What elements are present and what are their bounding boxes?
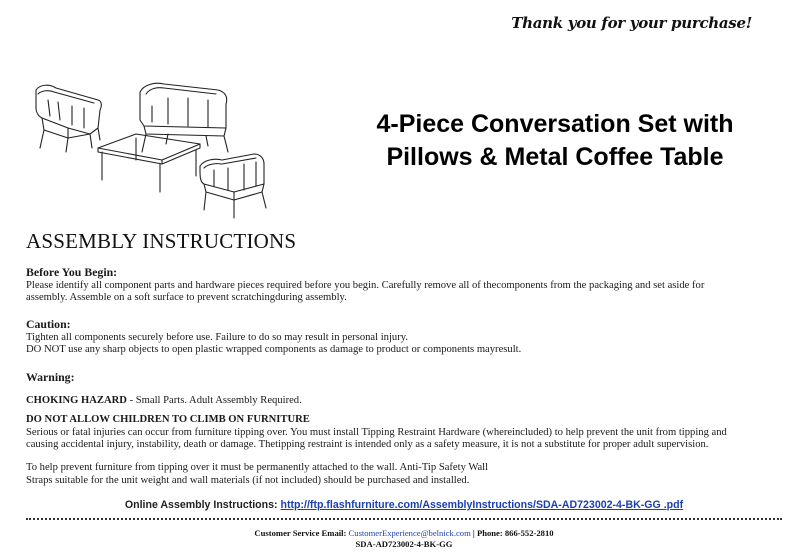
wall-anchor-section — [26, 462, 808, 487]
warning-title: Warning: — [26, 370, 75, 384]
caution-section — [26, 318, 808, 357]
sku-code: SDA-AD723002-4-BK-GG — [355, 539, 453, 549]
thank-you-note: Thank you for your purchase! — [511, 14, 752, 32]
online-instructions — [0, 499, 808, 511]
before-line-2: assembly. Assemble on a soft surface to prevent scratchingduring assembly. — [26, 292, 347, 303]
customer-service-phone: | Phone: 866-552-2810 — [470, 528, 554, 538]
caution-line-1: Tighten all components securely before use. Failure to do so may result in personal injury. — [26, 331, 408, 343]
choking-hazard-text: - Small Parts. Adult Assembly Required. — [126, 395, 302, 406]
assembly-instructions-heading: ASSEMBLY INSTRUCTIONS — [26, 229, 297, 253]
footer — [0, 528, 808, 550]
before-line-1: Please identify all component parts and hardware pieces required before you begin. Carefully remove all of thecomponents from the packaging and set aside for — [26, 279, 705, 291]
warning-section — [26, 371, 808, 385]
wall-line-2: Straps suitable for the unit weight and wall materials (if not included) should be purchased and installed. — [26, 474, 470, 486]
tipping-section — [26, 414, 808, 452]
choking-hazard — [26, 395, 808, 408]
before-you-begin-section — [26, 266, 808, 305]
caution-title: Caution: — [26, 317, 71, 331]
furniture-set-illustration — [28, 70, 278, 220]
tip-line-1: Serious or fatal injuries can occur from furniture tipping over. You must install Tipping Restraint Hardware (whereincluded) to help prevent the unit from tipping and — [26, 426, 727, 438]
climb-warning: DO NOT ALLOW CHILDREN TO CLIMB ON FURNITURE — [26, 414, 310, 425]
tip-line-2: causing accidental injury, instability, death or damage. Thetipping restraint is intended only as a safety measure, it is not a substitute for proper adult supervision. — [26, 439, 709, 450]
customer-service-label: Customer Service Email: — [254, 528, 349, 538]
dotted-divider — [26, 518, 782, 520]
product-title — [330, 108, 780, 174]
customer-service-email[interactable]: CustomerExperience@belnick.com — [348, 528, 471, 538]
online-instructions-label: Online Assembly Instructions: — [124, 499, 281, 511]
caution-line-2: DO NOT use any sharp objects to open plastic wrapped components as damage to product or components mayresult. — [26, 344, 522, 355]
choking-hazard-label: CHOKING HAZARD — [26, 395, 127, 406]
product-title-line2: Pillows & Metal Coffee Table — [386, 143, 724, 171]
wall-line-1: To help prevent furniture from tipping over it must be permanently attached to the wall. Anti-Tip Safety Wall — [26, 462, 489, 473]
product-title-line1: 4-Piece Conversation Set with — [376, 110, 734, 138]
online-instructions-link[interactable]: http://ftp.flashfurniture.com/AssemblyInstructions/SDA-AD723002-4-BK-GG .pdf — [280, 499, 684, 511]
before-you-begin-title: Before You Begin: — [26, 265, 118, 279]
